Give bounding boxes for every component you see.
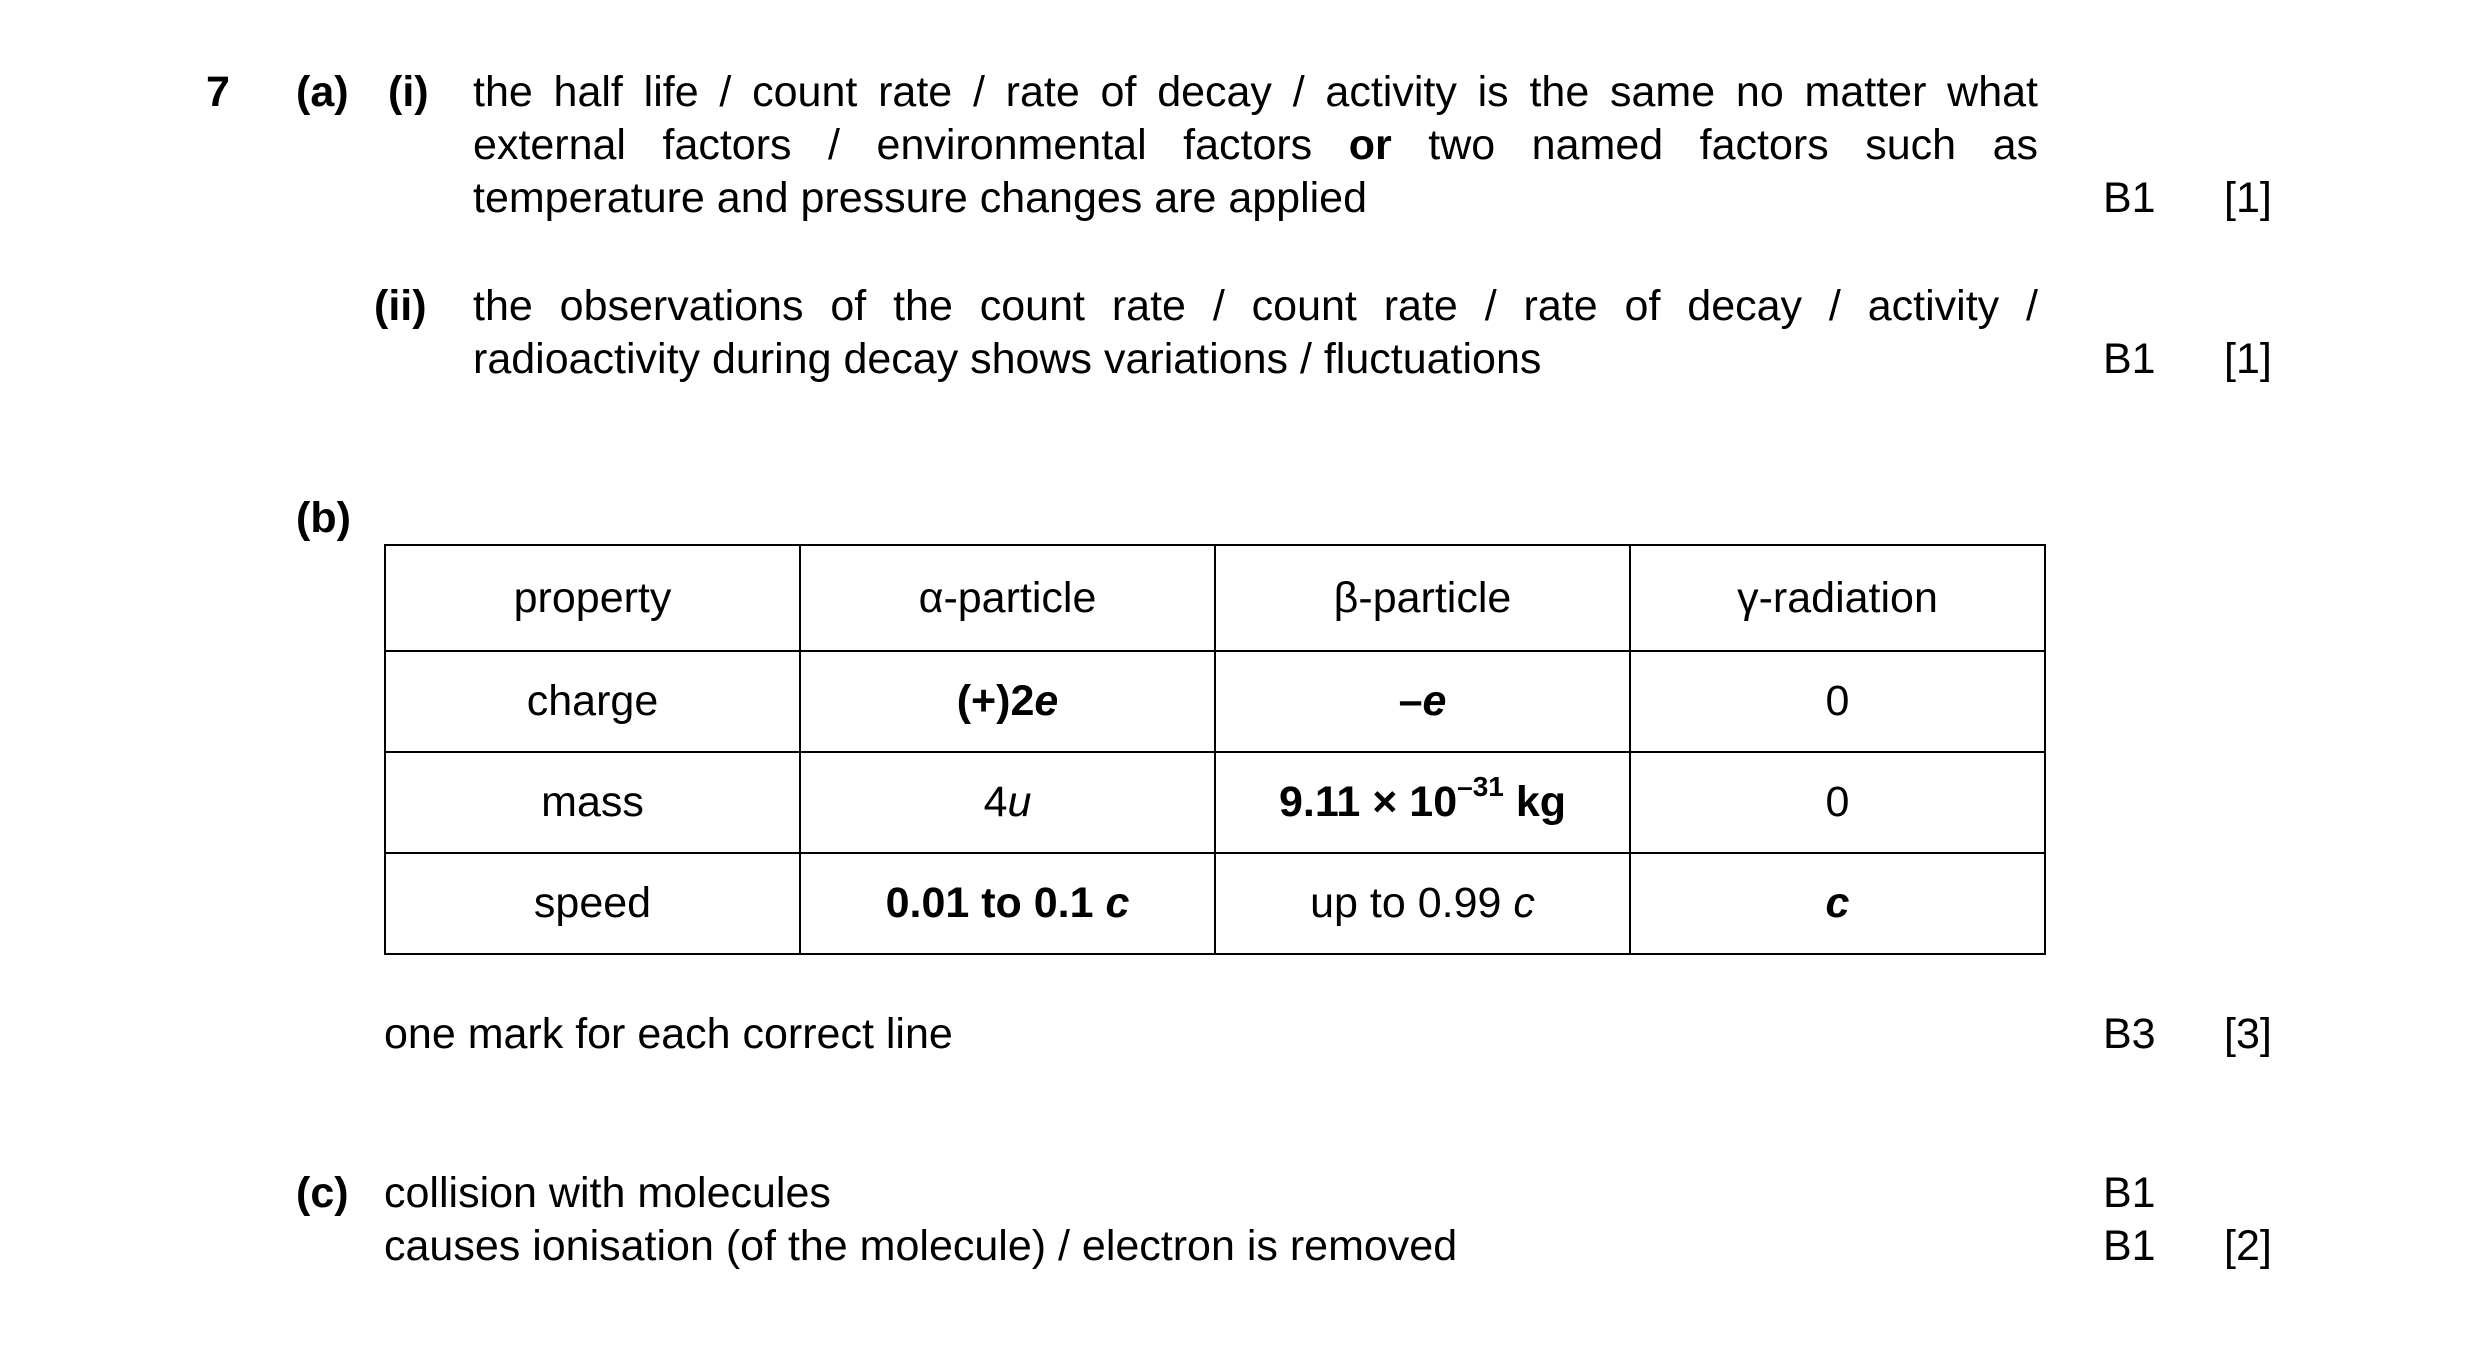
cell-charge-beta: –e bbox=[1215, 651, 1630, 752]
part-a-label: (a) bbox=[296, 68, 349, 116]
part-a-i-total: [1] bbox=[2224, 174, 2272, 222]
header-property: property bbox=[385, 545, 800, 651]
answer-line: external factors / environmental factors or two named factors such as bbox=[473, 121, 2039, 169]
part-c-total: [2] bbox=[2224, 1222, 2272, 1270]
part-a-ii-total: [1] bbox=[2224, 335, 2272, 383]
cell-mass-beta: $9.11 \times 10^{-31}$ kg bbox=[1215, 752, 1630, 853]
table-header-row bbox=[385, 545, 2045, 651]
question-number: 7 bbox=[206, 68, 230, 116]
table-row-mass bbox=[385, 752, 2045, 853]
part-c-line-1: collision with molecules bbox=[384, 1169, 831, 1217]
answer-line: the observations of the count rate / count rate / rate of decay / activity / bbox=[473, 282, 2038, 330]
part-a-ii-label: (ii) bbox=[374, 282, 427, 330]
part-b-label: (b) bbox=[296, 494, 351, 542]
cell-mass-gamma: 0 bbox=[1630, 752, 2045, 853]
radiation-properties-table bbox=[384, 544, 2046, 955]
answer-line: the half life / count rate / rate of decay / activity is the same no matter what bbox=[473, 68, 2038, 116]
cell-speed-label: speed bbox=[385, 853, 800, 954]
part-a-ii-answer bbox=[473, 280, 2038, 386]
part-b-total: [3] bbox=[2224, 1010, 2272, 1058]
table-row-charge bbox=[385, 651, 2045, 752]
cell-mass-label: mass bbox=[385, 752, 800, 853]
part-a-i-label: (i) bbox=[388, 68, 429, 116]
cell-speed-beta: up to 0.99 c bbox=[1215, 853, 1630, 954]
header-alpha: α-particle bbox=[800, 545, 1215, 651]
cell-charge-gamma: 0 bbox=[1630, 651, 2045, 752]
part-a-i-mark: B1 bbox=[2103, 174, 2156, 222]
part-b-note: one mark for each correct line bbox=[384, 1010, 953, 1058]
part-c-label: (c) bbox=[296, 1169, 349, 1217]
table-row-speed bbox=[385, 853, 2045, 954]
answer-line: temperature and pressure changes are applied bbox=[473, 174, 1368, 222]
cell-charge-alpha: (+)2e bbox=[800, 651, 1215, 752]
header-gamma: γ-radiation bbox=[1630, 545, 2045, 651]
part-a-i-answer bbox=[473, 66, 2038, 225]
header-beta: β-particle bbox=[1215, 545, 1630, 651]
part-c-line-2-mark: B1 bbox=[2103, 1222, 2156, 1270]
part-c-line-1-mark: B1 bbox=[2103, 1169, 2156, 1217]
cell-speed-alpha: 0.01 to 0.1 c bbox=[800, 853, 1215, 954]
part-c-line-2: causes ionisation (of the molecule) / electron is removed bbox=[384, 1222, 1458, 1270]
cell-charge-label: charge bbox=[385, 651, 800, 752]
answer-line: radioactivity during decay shows variations / fluctuations bbox=[473, 335, 1542, 383]
cell-speed-gamma: c bbox=[1630, 853, 2045, 954]
cell-mass-alpha: 4u bbox=[800, 752, 1215, 853]
part-b-mark: B3 bbox=[2103, 1010, 2156, 1058]
part-a-ii-mark: B1 bbox=[2103, 335, 2156, 383]
